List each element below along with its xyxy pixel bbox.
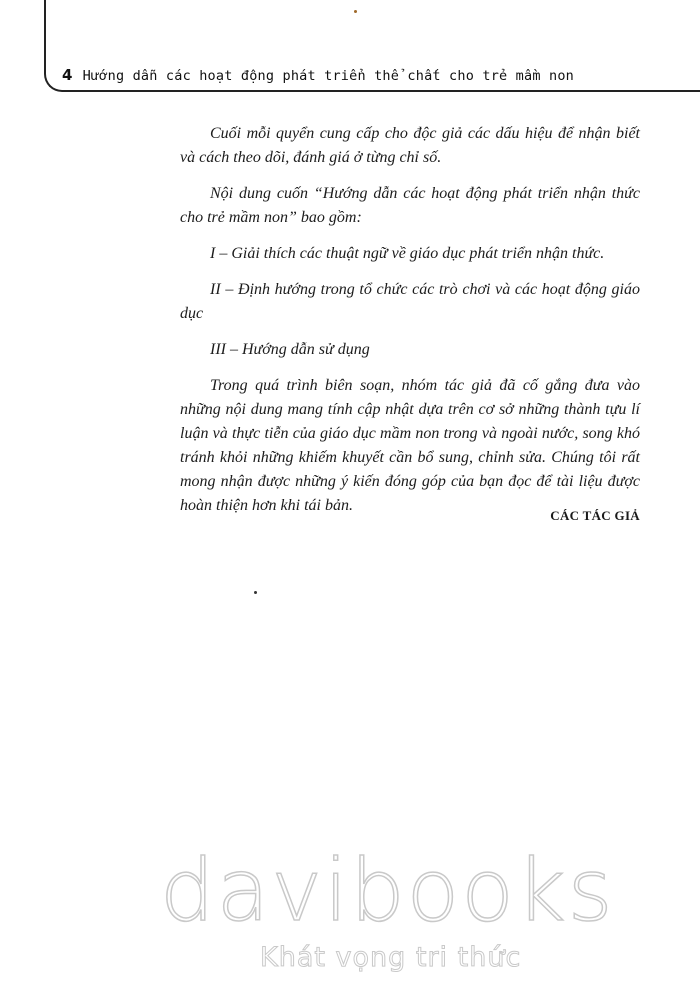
running-title: Hướng dẫn các hoạt động phát triển thể chất cho trẻ mầm non bbox=[82, 68, 574, 84]
paragraph: III – Hướng dẫn sử dụng bbox=[210, 341, 370, 358]
paragraph: Trong quá trình biên soạn, nhóm tác giả đã cố gắng đưa vào những nội dung mang tính cập nhật dựa trên cơ sở những thành tựu lí luận và thực tiễn của giáo dục mầm non trong và ngoài nước, song khó tránh khỏi những khiếm khuyết cần bổ sung, chỉnh sửa. Chúng tôi rất mong nhận được những ý kiến đóng góp của bạn đọc để tài liệu được hoàn thiện hơn khi tái bản. bbox=[180, 377, 640, 514]
ink-speck bbox=[254, 591, 257, 594]
authors-signature: CÁC TÁC GIẢ bbox=[550, 508, 640, 523]
body-text bbox=[180, 122, 640, 518]
watermark-tagline: Khát vọng tri thức bbox=[260, 942, 522, 973]
paragraph: II – Định hướng trong tổ chức các trò chơi và các hoạt động giáo dục bbox=[180, 281, 640, 322]
watermark bbox=[160, 841, 615, 973]
paragraph: Cuối mỗi quyển cung cấp cho độc giả các dấu hiệu để nhận biết và cách theo dõi, đánh giá ở từng chỉ số. bbox=[180, 125, 640, 166]
running-header bbox=[62, 66, 574, 84]
paragraph: I – Giải thích các thuật ngữ về giáo dục phát triển nhận thức. bbox=[210, 245, 605, 262]
watermark-brand: davibooks bbox=[160, 841, 615, 941]
ink-speck bbox=[354, 10, 357, 13]
paragraph: Nội dung cuốn “Hướng dẫn các hoạt động phát triển nhận thức cho trẻ mầm non” bao gồm: bbox=[180, 185, 640, 226]
page-number: 4 bbox=[62, 66, 73, 84]
